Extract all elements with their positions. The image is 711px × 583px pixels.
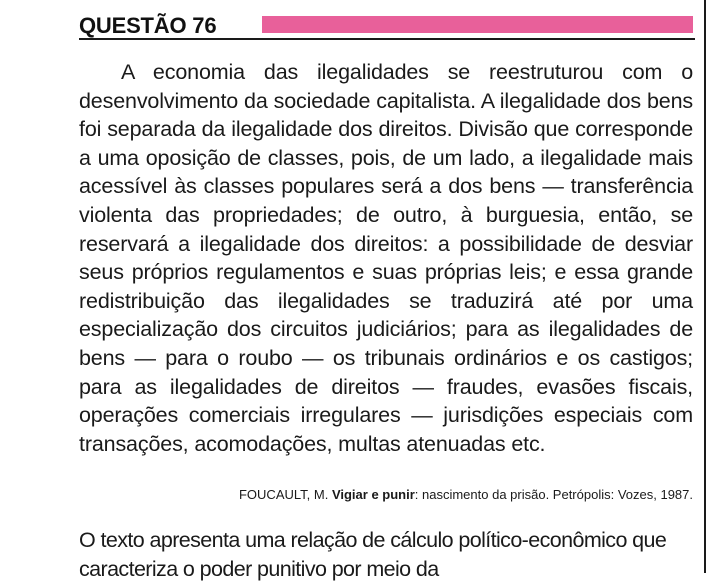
source-work-title: Vigiar e punir: [331, 487, 415, 502]
question-header: [79, 14, 695, 40]
header-underline: [79, 38, 695, 40]
question-prompt: O texto apresenta uma relação de cálculo político-econômico que caracteriza o poder punitivo por meio da: [79, 528, 667, 581]
passage-text: A economia das ilegalidades se reestruturou com o desenvolvimento da sociedade capitalista. A ilegalidade dos bens foi separada da ilegalidade dos direitos. Divisão que corresponde a uma oposição de classes, pois, de um lado, a ilegalidade mais acessível às classes populares será a dos bens — transferência violenta das propriedades; de outro, à burguesia, então, se reservará a ilegalidade dos direitos: a possibilidade de desviar seus próprios regulamentos e suas próprias leis; e essa grande redistribuição das ilegalidades se traduzirá até por uma especialização dos circuitos judiciários; para as ilegalidades de bens — para o roubo — os tribunais ordinários e os castigos; para as ilegalidades de direitos — fraudes, evasões fiscais, operações comerciais irregulares — jurisdições especiais com transações, acomodações, multas atenuadas etc.: [79, 60, 693, 456]
source-citation: [79, 487, 693, 503]
accent-bar: [262, 16, 693, 33]
source-details: : nascimento da prisão. Petrópolis: Vozes, 1987.: [414, 487, 693, 502]
source-author: FOUCAULT, M.: [238, 487, 329, 502]
question-title: QUESTÃO 76: [79, 13, 217, 38]
page-margin-rule: [704, 0, 706, 573]
